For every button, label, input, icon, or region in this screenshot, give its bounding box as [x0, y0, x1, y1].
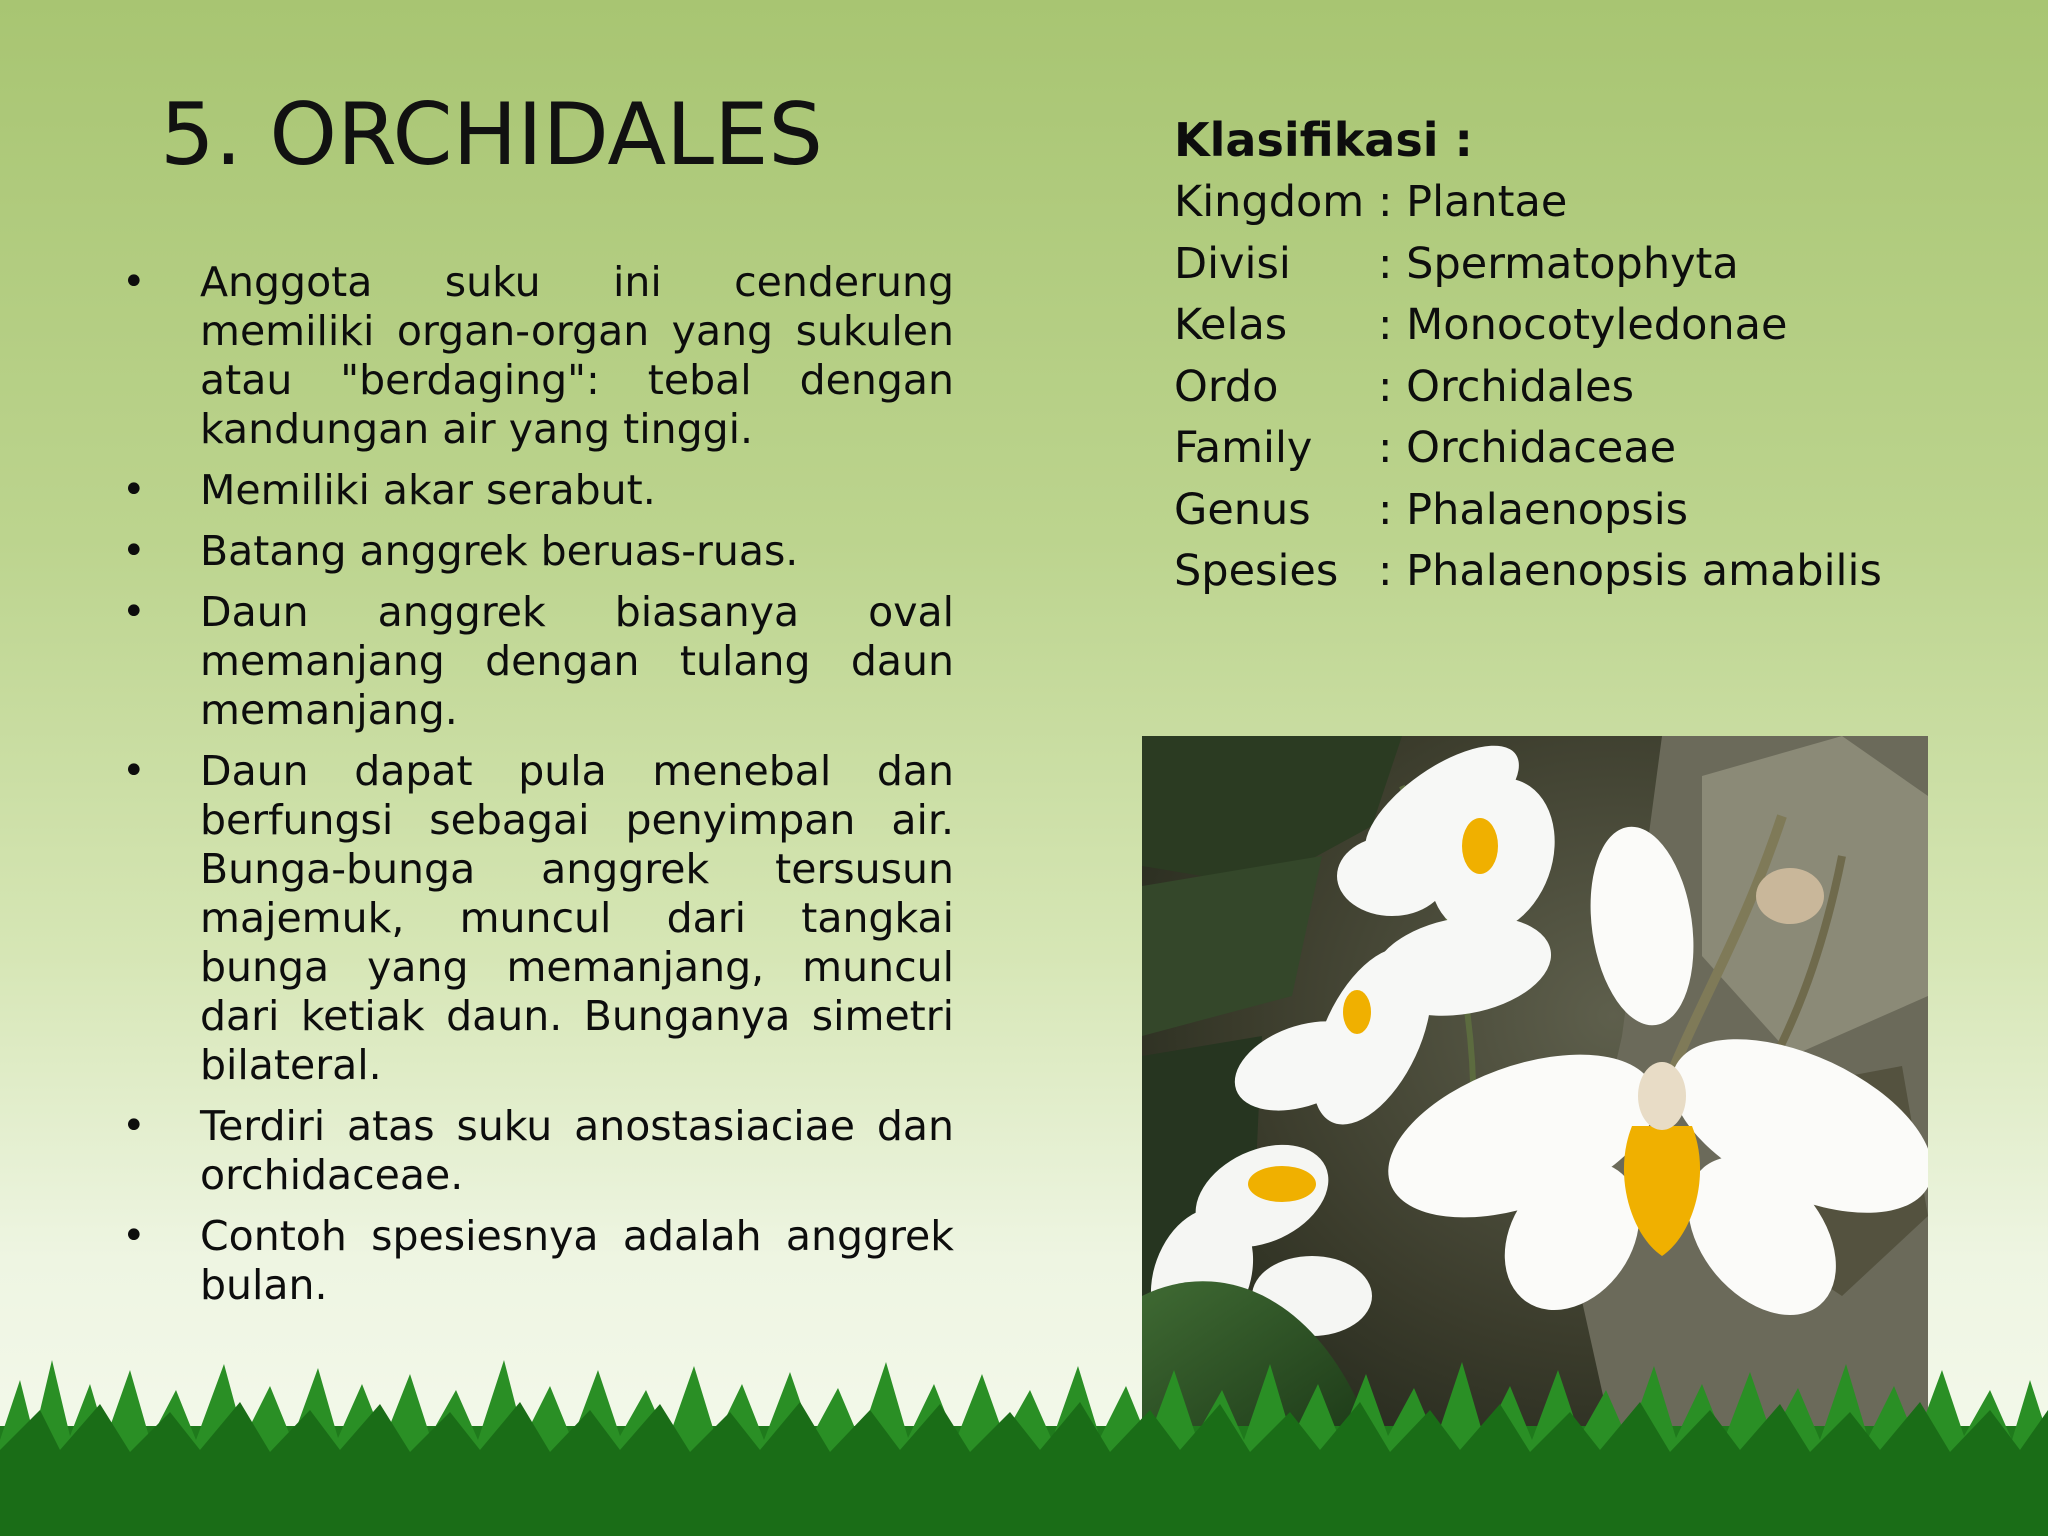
classification-value: : Spermatophyta [1378, 238, 1739, 289]
bullet-text: Daun anggrek biasanya oval memanjang dengan tulang daun memanjang. [200, 588, 954, 734]
bullet-list [120, 258, 954, 1322]
bullet-text: Batang anggrek beruas-ruas. [200, 527, 799, 575]
classification-value: : Phalaenopsis amabilis [1378, 546, 1882, 596]
classification-row-ordo [1174, 357, 1994, 419]
orchid-photo [1142, 736, 1928, 1436]
slide-title: 5. ORCHIDALES [160, 85, 824, 185]
classification-value: : Monocotyledonae [1378, 300, 1788, 350]
bullet-icon: • [122, 1103, 146, 1149]
classification-value: : Phalaenopsis [1378, 484, 1689, 535]
bullet-text: Anggota suku ini cenderung memiliki organ-organ yang sukulen atau "berdaging": tebal dengan kandungan air yang tinggi. [200, 258, 954, 453]
classification-row-kingdom [1174, 172, 1994, 234]
classification-row-family [1174, 418, 1994, 480]
classification-label: Kelas [1174, 300, 1288, 350]
bullet-item [120, 258, 954, 454]
classification-row-genus [1174, 480, 1994, 542]
classification-label: Ordo [1174, 361, 1279, 412]
bullet-text: Memiliki akar serabut. [200, 466, 656, 514]
bullet-item [120, 1102, 954, 1200]
classification-row-kelas [1174, 295, 1994, 357]
classification-label: Family [1174, 423, 1313, 473]
bullet-icon: • [122, 528, 146, 574]
bullet-icon: • [122, 467, 146, 513]
bullet-item [120, 466, 954, 515]
classification-label: Genus [1174, 484, 1311, 535]
classification-label: Spesies [1174, 546, 1339, 596]
classification-label: Divisi [1174, 238, 1291, 289]
classification-panel [1174, 108, 1994, 603]
classification-label: Kingdom [1174, 177, 1365, 227]
bullet-item [120, 527, 954, 576]
classification-value: : Orchidales [1378, 361, 1635, 412]
bullet-text: Terdiri atas suku anostasiaciae dan orchidaceae. [200, 1102, 954, 1199]
classification-row-spesies [1174, 541, 1994, 603]
classification-row-divisi [1174, 234, 1994, 296]
bullet-item [120, 588, 954, 735]
classification-heading: Klasifikasi : [1174, 113, 1473, 167]
classification-value: : Plantae [1378, 177, 1568, 227]
bullet-icon: • [122, 259, 146, 305]
bullet-text: Contoh spesiesnya adalah anggrek bulan. [200, 1212, 954, 1309]
bullet-icon: • [122, 589, 146, 635]
grass-decoration [0, 1340, 2048, 1536]
bullet-text: Daun dapat pula menebal dan berfungsi sebagai penyimpan air. Bunga-bunga anggrek tersusun majemuk, muncul dari tangkai bunga yang memanjang, muncul dari ketiak daun. Bunganya simetri bilateral. [200, 747, 954, 1089]
bullet-icon: • [122, 1213, 146, 1259]
orchid-illustration [1142, 736, 1928, 1436]
bullet-item [120, 1212, 954, 1310]
bullet-icon: • [122, 748, 146, 794]
bullet-item [120, 747, 954, 1090]
classification-value: : Orchidaceae [1378, 423, 1677, 473]
